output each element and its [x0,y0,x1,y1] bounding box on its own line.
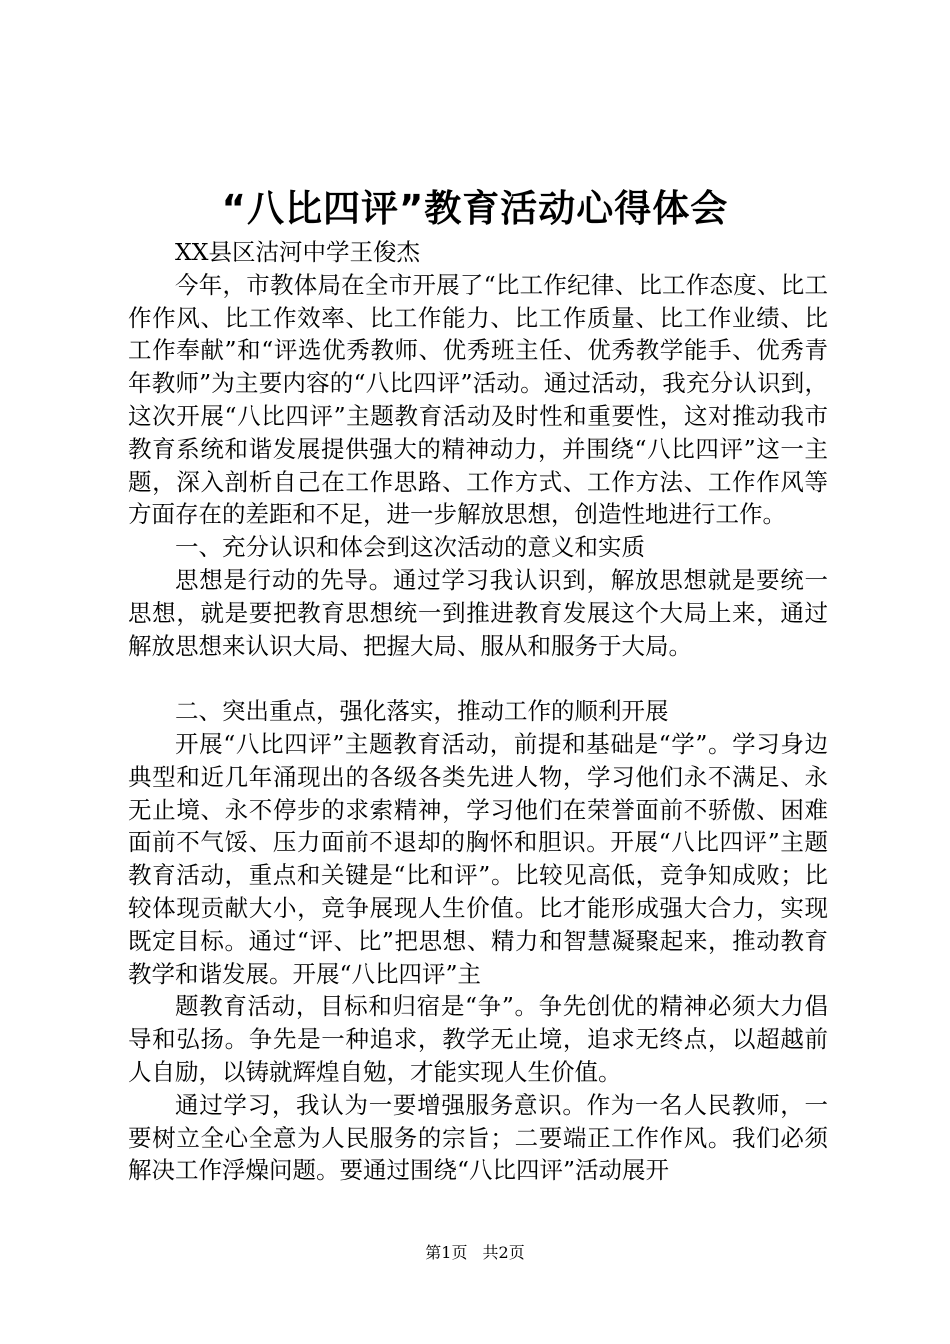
paragraph: 思想是行动的先导。通过学习我认识到，解放思想就是要统一思想，就是要把教育思想统一到推进教育发展这个大局上来，通过解放思想来认识大局、把握大局、服从和服务于大局。 [128,565,828,660]
page-number: 第1页 [425,1243,468,1262]
document-body [128,236,828,1187]
paragraph: 题教育活动，目标和归宿是“争”。争先创优的精神必须大力倡导和弘扬。争先是一种追求，教学无止境，追求无终点，以超越前人自励，以铸就辉煌自勉，才能实现人生价值。 [128,992,828,1086]
page-footer [0,1242,950,1264]
section-heading: 一、充分认识和体会到这次活动的意义和实质 [175,533,645,562]
author-line: XX县区沽河中学王俊杰 [175,238,420,266]
document-title: “八比四评”教育活动心得体会 [221,187,729,230]
paragraph: 通过学习，我认为一要增强服务意识。作为一名人民教师，一要树立全心全意为人民服务的宗旨；二要端正工作作风。我们必须解决工作浮燥问题。要通过围绕“八比四评”活动展开 [128,1090,828,1185]
section-heading: 二、突出重点，强化落实，推动工作的顺利开展 [175,697,669,726]
page-total: 共2页 [482,1243,525,1262]
blank-line [128,662,828,695]
paragraph: 开展“八比四评”主题教育活动，前提和基础是“学”。学习身边典型和近几年涌现出的各级各类先进人物，学习他们永不满足、永无止境、永不停步的求索精神，学习他们在荣誉面前不骄傲、困难面前不气馁、压力面前不退却的胸怀和胆识。开展“八比四评”主题教育活动，重点和关键是“比和评”。比较见高低，竞争知成败；比较体现贡献大小，竞争展现人生价值。比才能形成强大合力，实现既定目标。通过“评、比”把思想、精力和智慧凝聚起来，推动教育教学和谐发展。开展“八比四评”主 [128,729,828,988]
paragraph: 今年，市教体局在全市开展了“比工作纪律、比工作态度、比工作作风、比工作效率、比工作能力、比工作质量、比工作业绩、比工作奉献”和“评选优秀教师、优秀班主任、优秀教学能手、优秀青年教师”为主要内容的“八比四评”活动。通过活动，我充分认识到，这次开展“八比四评”主题教育活动及时性和重要性，这对推动我市教育系统和谐发展提供强大的精神动力，并围绕“八比四评”这一主题，深入剖析自己在工作思路、工作方式、工作方法、工作作风等方面存在的差距和不足，进一步解放思想，创造性地进行工作。 [128,270,828,529]
